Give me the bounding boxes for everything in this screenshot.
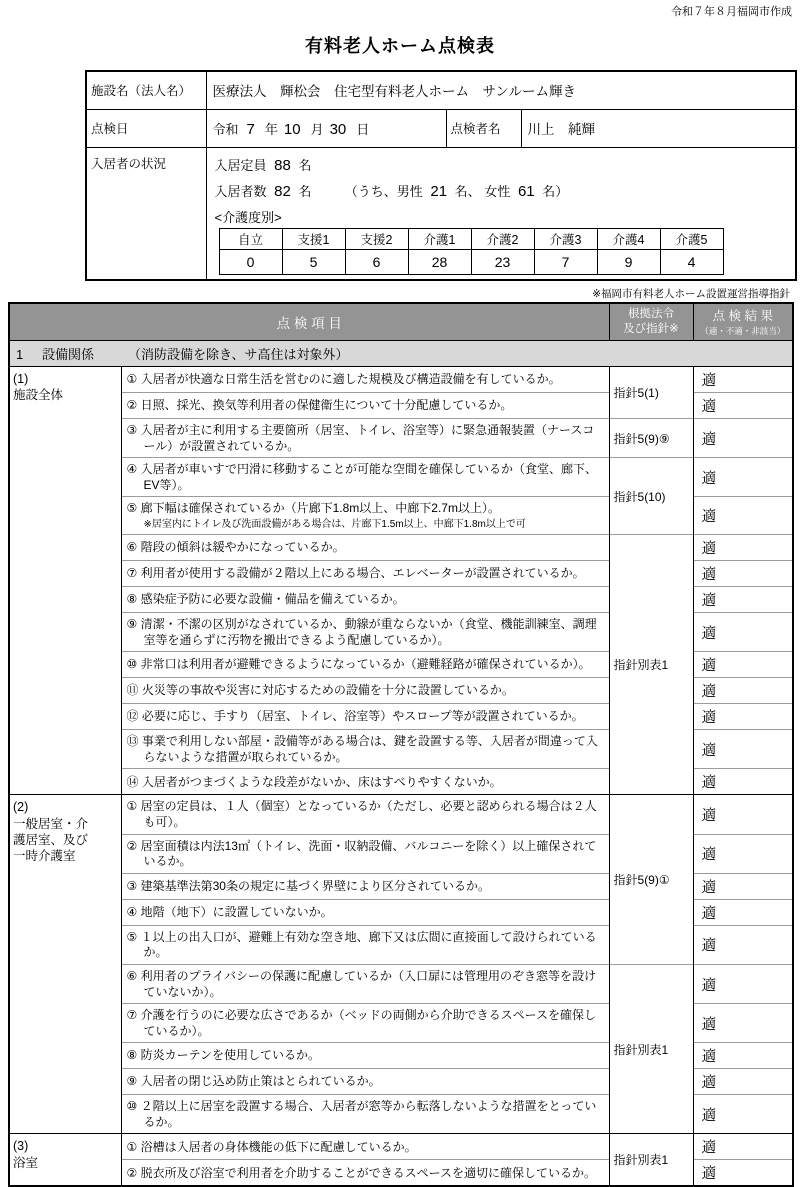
care-level-value-cell: 7 [534,249,597,274]
inspection-date-label: 点検日 [86,109,206,147]
item-text-main: ② 脱衣所及び浴室で利用者を介助することができるスペースを適切に確保しているか。 [127,1166,605,1182]
item-text [121,899,609,925]
result-value: 適 [693,1134,793,1160]
result-value: 適 [693,534,793,560]
result-value: 適 [693,1004,793,1043]
result-value: 適 [693,419,793,458]
creation-note: 令和７年８月福岡市作成 [0,0,800,19]
result-value: 適 [693,704,793,730]
item-text [121,367,609,393]
item-text-main: ① 居室の定員は、１人（個室）となっているか（ただし、必要と認められる場合は２人も可）。 [127,799,605,830]
result-value: 適 [693,873,793,899]
result-value: 適 [693,899,793,925]
date-era: 令和 [213,119,239,138]
item-text [121,769,609,795]
item-text-main: ⑤ １以上の出入口が、避難上有効な空き地、廊下又は広間に直接面して設けられているか。 [127,930,605,961]
result-value: 適 [693,497,793,535]
inspection-date-row [86,109,796,147]
care-level-value-cell: 9 [597,249,660,274]
care-level-header-cell: 支援2 [345,228,408,249]
item-text-main: ① 浴槽は入居者の身体機能の低下に配慮しているか。 [127,1140,605,1156]
count-unit: 名 [298,184,311,199]
result-value: 適 [693,678,793,704]
result-value: 適 [693,1095,793,1134]
result-value: 適 [693,1043,793,1069]
header-inspection-items: 点 検 項 目 [9,303,609,341]
item-text [121,586,609,612]
item-text [121,1004,609,1043]
section-number: 1 [16,347,42,362]
item-text-main: ⑥ 利用者のプライバシーの保護に配慮しているか（入口扉には管理用のぞき窓等を設けていないか）。 [127,969,605,1000]
residents-count-line [215,181,790,200]
check-item-row [9,367,793,393]
inspector-name: 川上 純輝 [521,109,796,147]
item-text [121,1160,609,1187]
item-category [9,795,121,1134]
result-value: 適 [693,560,793,586]
item-text [121,964,609,1003]
result-value: 適 [693,586,793,612]
inspection-date-value [206,109,446,147]
guideline-note: ※福岡市有料老人ホーム設置運営指導指針 [0,286,790,301]
item-text [121,1069,609,1095]
date-month: 10 [284,121,301,138]
facility-name-row [86,71,796,109]
item-text-main: ⑫ 必要に応じ、手すり（居室、トイレ、浴室等）やスロープ等が設置されているか。 [127,709,605,725]
result-value: 適 [693,1069,793,1095]
care-level-label: <介護度別> [215,207,790,226]
item-text [121,497,609,535]
inspector-label: 点検者名 [446,109,521,147]
care-level-header-cell: 介護1 [408,228,471,249]
facility-info-table [85,70,797,281]
item-text-main: ⑩ 非常口は利用者が避難できるようになっているか（避難経路が確保されているか）。 [127,657,605,673]
item-text [121,612,609,651]
law-ref: 指針別表1 [609,534,693,794]
item-text-main: ⑬ 事業で利用しない部屋・設備等がある場合は、鍵を設置する等、入居者が間違って入らないような措置が取られているか。 [127,734,605,765]
item-text [121,458,609,497]
care-level-header-row [219,228,723,249]
header-result-line1: 点 検 結 果 [694,306,793,324]
breakdown-open: （うち、男性 [345,184,423,199]
item-text-note: ※居室内にトイレ及び洗面設備がある場合は、片廊下1.5m以上、中廊下1.8m以上で可 [144,518,605,531]
result-value: 適 [693,612,793,651]
item-category [9,1134,121,1187]
item-text [121,534,609,560]
item-text [121,1134,609,1160]
care-level-header-cell: 介護4 [597,228,660,249]
item-text [121,419,609,458]
category-name: 浴室 [13,1155,91,1171]
male-count: 21 [430,183,447,200]
residents-status-label: 入居者の状況 [86,147,206,280]
count-label: 入居者数 [215,184,267,199]
result-value: 適 [693,652,793,678]
law-ref: 指針5(9)⑨ [609,419,693,458]
check-item-row [9,534,793,560]
care-level-value-cell: 6 [345,249,408,274]
care-level-header-cell: 介護3 [534,228,597,249]
date-month-unit: 月 [311,119,324,138]
item-text [121,730,609,769]
result-value: 適 [693,367,793,393]
item-text [121,834,609,873]
female-count: 61 [518,183,535,200]
item-text [121,1095,609,1134]
item-text-main: ⑨ 入居者の閉じ込め防止策はとられているか。 [127,1074,605,1090]
section-name: 設備関係 [42,344,128,363]
result-value: 適 [693,458,793,497]
item-text-main: ③ 建築基準法第30条の規定に基づく界壁により区分されているか。 [127,879,605,895]
result-value: 適 [693,964,793,1003]
item-text [121,873,609,899]
law-ref: 指針5(9)① [609,795,693,965]
care-level-header-cell: 自立 [219,228,282,249]
result-value: 適 [693,1160,793,1187]
item-text-main: ⑤ 廊下幅は確保されているか（片廊下1.8m以上、中廊下2.7m以上）。 [127,501,605,517]
result-value: 適 [693,393,793,419]
category-number: (2) [13,799,41,815]
checklist-table [8,302,794,1187]
item-text-main: ⑦ 利用者が使用する設備が２階以上にある場合、エレベーターが設置されているか。 [127,566,605,582]
count-value: 82 [274,183,291,200]
facility-name-label: 施設名（法人名） [86,71,206,109]
item-text-main: ⑧ 防炎カーテンを使用しているか。 [127,1048,605,1064]
care-level-header-cell: 支援1 [282,228,345,249]
item-text-main: ⑨ 清潔・不潔の区別がなされているか、動線が重ならないか（食堂、機能訓練室、調理室等を通らずに汚物を搬出できるよう配慮しているか）。 [127,617,605,648]
item-text-main: ⑭ 入居者がつまづくような段差がないか、床はすべりやすくないか。 [127,775,605,791]
checklist-header-row [9,303,793,341]
item-text [121,678,609,704]
category-number: (1) [13,371,41,387]
result-value: 適 [693,769,793,795]
date-day-unit: 日 [356,119,369,138]
header-legal-basis [609,303,693,341]
capacity-unit: 名 [298,158,311,173]
item-text-main: ④ 入居者が車いすで円滑に移動することが可能な空間を確保しているか（食堂、廊下、EV等）。 [127,462,605,493]
result-value: 適 [693,795,793,834]
facility-name-value: 医療法人 輝松会 住宅型有料老人ホーム サンルーム輝き [206,71,796,109]
item-text-main: ③ 入居者が主に利用する主要箇所（居室、トイレ、浴室等）に緊急通報装置（ナースコール）が設置されているか。 [127,423,605,454]
law-ref: 指針5(1) [609,367,693,419]
check-item-row [9,458,793,497]
item-text [121,1043,609,1069]
category-name: 施設全体 [13,387,91,403]
care-level-value-cell: 28 [408,249,471,274]
item-text [121,925,609,964]
breakdown-close: 名） [542,184,568,199]
date-day: 30 [330,121,347,138]
result-value: 適 [693,925,793,964]
check-item-row [9,1134,793,1160]
male-unit: 名、 [455,184,481,199]
header-result [693,303,793,341]
header-legal-basis-line1: 根拠法令 [610,307,693,321]
item-text [121,652,609,678]
item-text-main: ⑥ 階段の傾斜は緩やかになっているか。 [127,540,605,556]
item-text-main: ⑩ ２階以上に居室を設置する場合、入居者が窓等から転落しないような措置をとっているか。 [127,1099,605,1130]
item-text-main: ② 日照、採光、換気等利用者の保健衛生について十分配慮しているか。 [127,398,605,414]
item-text-main: ② 居室面積は内法13㎡（トイレ、洗面・収納設備、バルコニーを除く）以上確保されているか。 [127,839,605,870]
care-level-value-cell: 4 [660,249,723,274]
capacity-label: 入居定員 [215,158,267,173]
item-text-main: ⑧ 感染症予防に必要な設備・備品を備えているか。 [127,592,605,608]
capacity-line [215,155,790,174]
law-ref: 指針別表1 [609,964,693,1134]
item-text-main: ⑪ 火災等の事故や災害に対応するための設備を十分に設置しているか。 [127,683,605,699]
section-cell [9,341,793,367]
item-category [9,367,121,795]
section-row [9,341,793,367]
header-result-line2: （適・不適・非該当） [694,325,793,337]
date-year-unit: 年 [265,119,278,138]
result-value: 適 [693,834,793,873]
care-level-value-cell: 5 [282,249,345,274]
item-text-main: ① 入居者が快適な日常生活を営むのに適した規模及び構造設備を有しているか。 [127,372,605,388]
page-title: 有料老人ホーム点検表 [0,32,800,58]
care-level-header-cell: 介護2 [471,228,534,249]
female-label: 女性 [484,184,510,199]
law-ref: 指針別表1 [609,1134,693,1187]
item-text [121,560,609,586]
item-text-main: ④ 地階（地下）に設置していないか。 [127,905,605,921]
item-text-main: ⑦ 介護を行うのに必要な広さであるか（ベッドの両側から介助できるスペースを確保しているか）。 [127,1008,605,1039]
category-number: (3) [13,1138,41,1154]
item-text [121,704,609,730]
result-value: 適 [693,730,793,769]
date-year: 7 [247,121,255,138]
residents-status-row [86,147,796,280]
item-text [121,393,609,419]
care-level-header-cell: 介護5 [660,228,723,249]
checklist-body [9,341,793,1187]
care-level-table [219,228,724,275]
item-text [121,795,609,834]
check-item-row [9,795,793,834]
check-item-row [9,964,793,1003]
section-note: （消防設備を除き、サ高住は対象外） [128,347,348,362]
category-name: 一般居室・介護居室、及び一時介護室 [13,816,91,865]
law-ref: 指針5(10) [609,458,693,535]
check-item-row [9,419,793,458]
care-level-value-cell: 23 [471,249,534,274]
care-level-value-cell: 0 [219,249,282,274]
header-legal-basis-line2: 及び指針※ [610,322,693,336]
residents-status-content [206,147,796,280]
care-level-value-row [219,249,723,274]
capacity-value: 88 [274,157,291,174]
